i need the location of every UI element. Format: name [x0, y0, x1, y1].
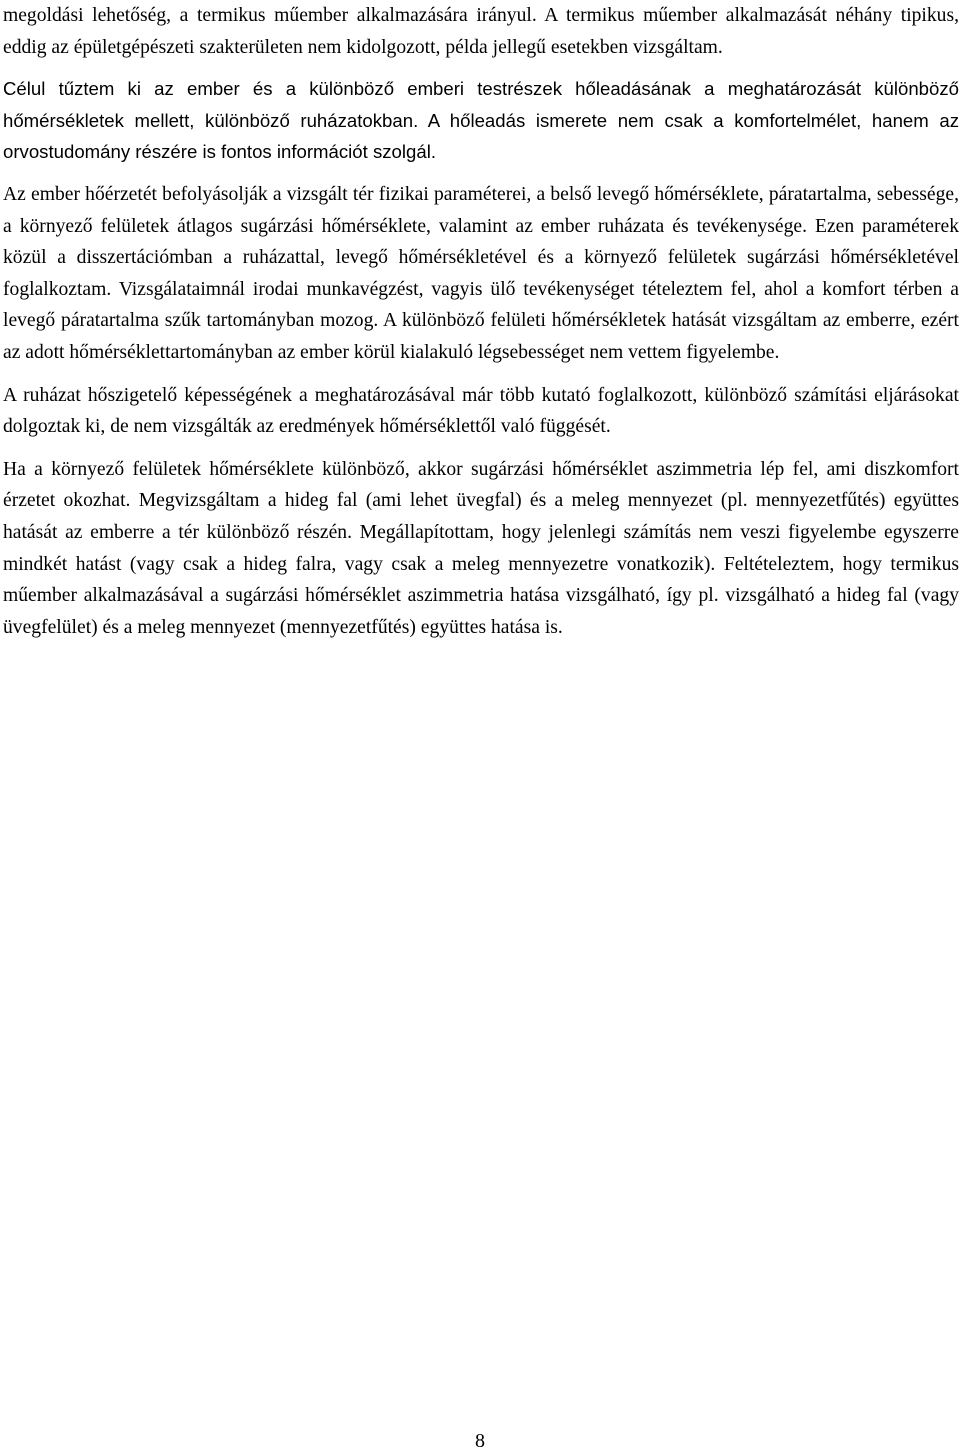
page-number: 8	[475, 1430, 485, 1452]
paragraph-radiant-asymmetry: Ha a környező felületek hőmérséklete különböző, akkor sugárzási hőmérséklet aszimmetria lép fel, ami diszkomfort érzetet okozhat. Megvizsgáltam a hideg fal (ami lehet üvegfal) és a meleg mennyezet (pl. mennyezetfűtés) együttes hatását az emberre a tér különböző részén. Megállapítottam, hogy jelenlegi számítás nem veszi figyelembe egyszerre mindkét hatást (vagy csak a hideg falra, vagy csak a meleg mennyezetre vonatkozik). Feltételeztem, hogy termikus műember alkalmazásával a sugárzási hőmérséklet aszimmetria hatása vizsgálható, így pl. vizsgálható a hideg fal (vagy üvegfelület) és a meleg mennyezet (mennyezetfűtés) együttes hatása is.	[3, 458, 959, 638]
paragraph-intro-continuation: megoldási lehetőség, a termikus műember alkalmazására irányul. A termikus műember alkalmazását néhány tipikus, eddig az épületgépészeti szakterületen nem kidolgozott, példa jellegű esetekben vizsgáltam.	[3, 5, 959, 58]
paragraph-clothing-insulation: A ruházat hőszigetelő képességének a meghatározásával már több kutató foglalkozott, különböző számítási eljárásokat dolgoztak ki, de nem vizsgálták az eredmények hőmérséklettől való függését.	[3, 384, 959, 438]
paragraph-thermal-comfort-parameters: Az ember hőérzetét befolyásolják a vizsgált tér fizikai paraméterei, a belső levegő hőmérséklete, páratartalma, sebessége, a környező felületek átlagos sugárzási hőmérséklete, valamint az ember ruházata és tevékenysége. Ezen paraméterek közül a disszertációmban a ruházattal, levegő hőmérsékletével és a környező felületek sugárzási hőmérsékletével foglalkoztam. Vizsgálataimnál irodai munkavégzést, vagyis ülő tevékenységet tételeztem fel, ahol a komfort térben a levegő páratartalma szűk tartományban mozog. A különböző felületi hőmérsékletek hatását vizsgáltam az emberre, ezért az adott hőmérséklettartományban az ember körül kialakuló légsebességet nem vettem figyelembe.	[3, 183, 959, 363]
paragraph-objective: Célul tűztem ki az ember és a különböző emberi testrészek hőleadásának a meghatározását különböző hőmérsékletek mellett, különböző ruházatokban. A hőleadás ismerete nem csak a komfortelmélet, hanem az orvostudomány részére is fontos információt szolgál.	[3, 78, 959, 163]
document-body	[3, 0, 959, 643]
